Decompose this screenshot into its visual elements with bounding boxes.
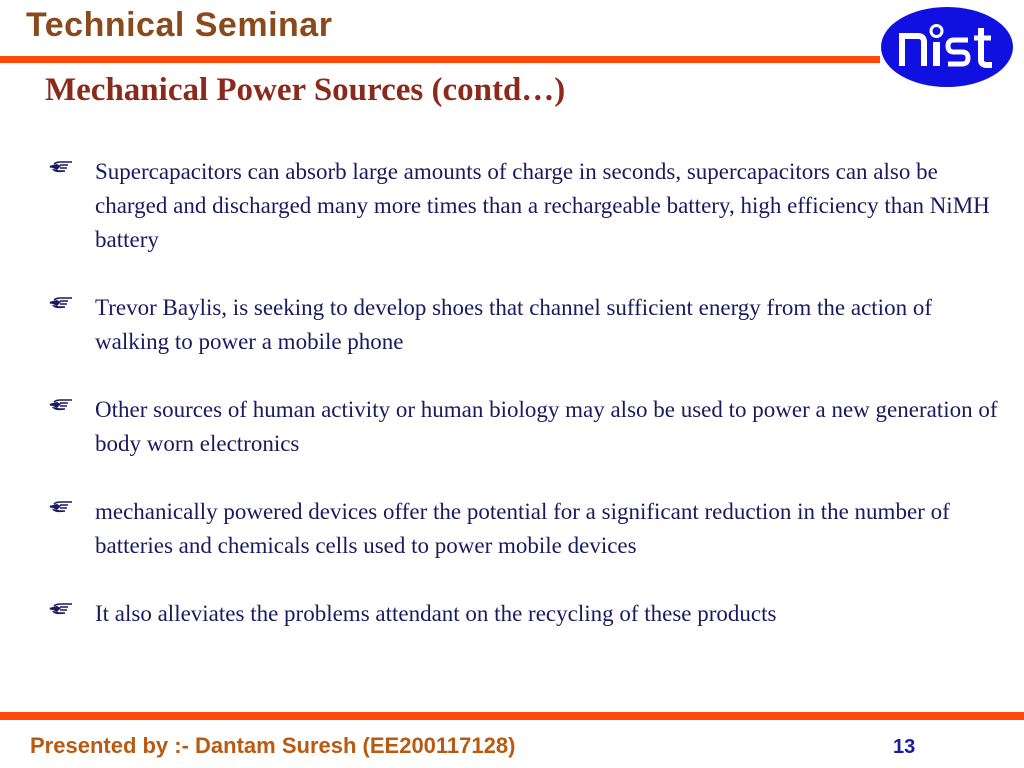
- pointing-hand-icon: [48, 597, 95, 621]
- slide-title: Mechanical Power Sources (contd…): [45, 72, 566, 108]
- header-title: Technical Seminar: [26, 6, 333, 44]
- list-item: [48, 597, 998, 631]
- list-item: [48, 155, 998, 257]
- nist-logo: [878, 4, 1016, 90]
- pointing-hand-icon: [48, 393, 95, 417]
- bullet-text: It also alleviates the problems attendant on the recycling of these products: [95, 601, 777, 626]
- bullet-text: Supercapacitors can absorb large amounts of charge in seconds, supercapacitors can also be charged and discharged many more times than a rechargeable battery, high efficiency than NiMH battery: [95, 159, 990, 252]
- bottom-divider: [0, 712, 1024, 720]
- bullet-text: Other sources of human activity or human biology may also be used to power a new generation of body worn electronics: [95, 397, 998, 456]
- pointing-hand-icon: [48, 155, 95, 179]
- list-item: [48, 393, 998, 461]
- bullet-text: mechanically powered devices offer the potential for a significant reduction in the number of batteries and chemicals cells used to power mobile devices: [95, 499, 950, 558]
- top-divider: [0, 56, 880, 63]
- bullet-list: [48, 155, 998, 665]
- presenter-credit: Presented by :- Dantam Suresh (EE200117128): [30, 733, 516, 758]
- pointing-hand-icon: [48, 495, 95, 519]
- list-item: [48, 291, 998, 359]
- list-item: [48, 495, 998, 563]
- bullet-text: Trevor Baylis, is seeking to develop shoes that channel sufficient energy from the action of walking to power a mobile phone: [95, 295, 932, 354]
- pointing-hand-icon: [48, 291, 95, 315]
- page-number: 13: [893, 736, 916, 758]
